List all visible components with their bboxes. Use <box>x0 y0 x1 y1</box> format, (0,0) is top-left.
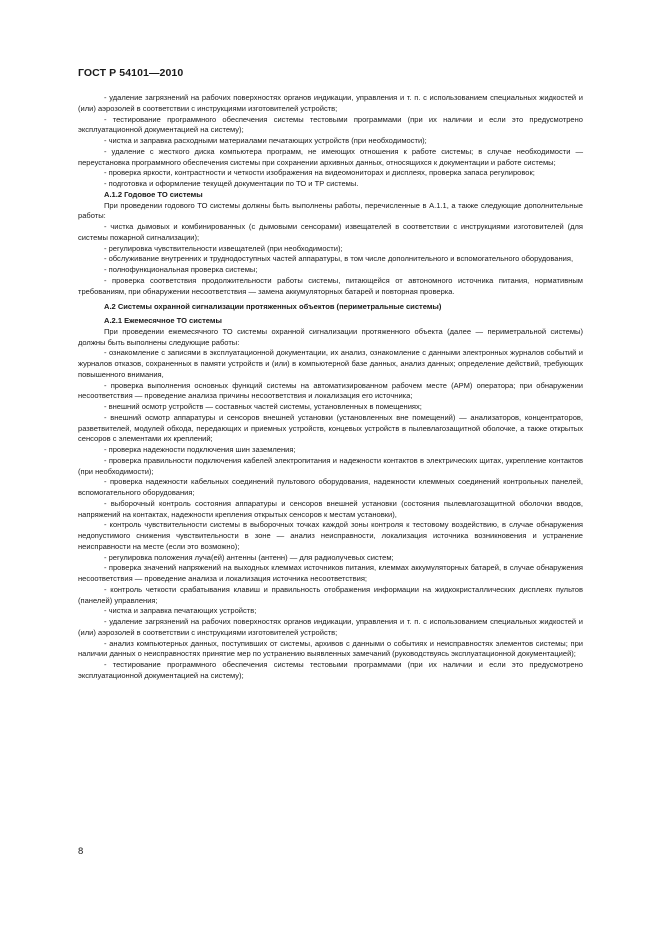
paragraph: - полнофункциональная проверка системы; <box>104 265 258 274</box>
paragraph: - тестирование программного обеспечения системы тестовыми программами (при их наличии и если это предусмотрено эксплуатационной документацией на систему); <box>78 114 583 135</box>
paragraph: - проверка надежности кабельных соединений пультового оборудования, надежности клеммных соединений контрольных панелей, вспомогательного оборудования; <box>78 477 583 497</box>
paragraph: - анализ компьютерных данных, поступивших от системы, архивов с данными о событиях и неисправностях элементов системы; при наличии данных о неисправностях принятие мер по устранению выявленных замечаний (руководствуясь эксплуатационной документацией); <box>78 638 583 659</box>
section-heading: А.2 Системы охранной сигнализации протяженных объектов (периметральные системы) <box>104 302 442 312</box>
paragraph: - ознакомление с записями в эксплуатационной документации, их анализ, ознакомление с данными электронных журналов событий и журналов отказов, сохраненных в памяти устройств и (или) в компьютерной базе данных, анализ данных; определение действий, требующих повышенного внимания, <box>78 348 583 379</box>
paragraph: - проверка значений напряжений на выходных клеммах источников питания, клеммах аккумуляторных батарей, в случае обнаружения несоответствия — проведение анализа и локализация источника несоответствия; <box>78 563 583 583</box>
paragraph: - проверка соответствия продолжительности работы системы, питающейся от автономного источника питания, нормативным требованиям, при обнаружении несоответствия — замена аккумуляторных батарей и повторная проверка. <box>78 275 583 296</box>
paragraph: - внешний осмотр устройств — составных частей системы, установленных в помещениях; <box>104 402 422 411</box>
paragraph: - обслуживание внутренних и труднодоступных частей аппаратуры, в том числе дополнительного и вспомогательного оборудования, <box>104 254 574 264</box>
paragraph: - тестирование программного обеспечения системы тестовыми программами (при их наличии и если это предусмотрено эксплуатационной документацией на систему); <box>78 660 583 680</box>
paragraph: При проведении годового ТО системы должны быть выполнены работы, перечисленные в А.1.1, а также следующие дополнительные работы: <box>78 200 583 221</box>
document-header: ГОСТ Р 54101—2010 <box>78 67 184 79</box>
section-heading: А.1.2 Годовое ТО системы <box>104 189 203 199</box>
paragraph: - чистка дымовых и комбинированных (с дымовыми сенсорами) извещателей в соответствии с инструкциями изготовителей (для системы пожарной сигнализации); <box>78 222 583 242</box>
paragraph: При проведении ежемесячного ТО системы охранной сигнализации протяженного объекта (далее — периметральной системы) должны быть выполнены следующие работы: <box>78 326 583 347</box>
paragraph: - регулировка положения луча(ей) антенны (антенн) — для радиолучевых систем; <box>104 552 394 562</box>
paragraph: - проверка выполнения основных функций системы на автоматизированном рабочем месте (АРМ) оператора; при обнаружении несоответствия — проведение анализа причины несоответствия и локализация его источника; <box>78 380 583 401</box>
paragraph: - удаление загрязнений на рабочих поверхностях органов индикации, управления и т. п. с использованием специальных жидкостей и (или) аэрозолей в соответствии с инструкциями изготовителей устройств; <box>78 617 583 637</box>
paragraph: - чистка и заправка расходными материалами печатающих устройств (при необходимости); <box>104 136 427 145</box>
paragraph: - чистка и заправка печатающих устройств; <box>104 606 257 616</box>
paragraph: - регулировка чувствительности извещателей (при необходимости); <box>104 243 343 253</box>
section-heading: А.2.1 Ежемесячное ТО системы <box>104 316 222 325</box>
document-body <box>78 93 583 682</box>
paragraph: - проверка яркости, контрастности и четкости изображения на видеомониторах и дисплеях, проверка запаса регулировок; <box>104 168 535 178</box>
paragraph: - внешний осмотр аппаратуры и сенсоров внешней установки (установленных вне помещений) — анализаторов, концентраторов, разветвителей, модулей обхода, передающих и приемных устройств, концевых устройств в пылевлагозащитной оболочке, а также открытых сенсоров с элементами их креплений; <box>78 412 583 444</box>
paragraph: - подготовка и оформление текущей документации по ТО и ТР системы. <box>104 179 359 188</box>
paragraph: - контроль четкости срабатывания клавиш и правильность отображения информации на жидкокристаллических дисплеях пультов (панелей) управления; <box>78 584 583 605</box>
paragraph: - проверка надежности подключения шин заземления; <box>104 445 296 454</box>
paragraph: - контроль чувствительности системы в выборочных точках каждой зоны контроля к тестовому воздействию, в случае обнаружения недопустимого снижения чувствительности в зоне — анализ неисправности, локализация источника возникновения и устранение неисправности на месте (если это возможно); <box>78 520 583 551</box>
paragraph: - удаление с жесткого диска компьютера программ, не имеющих отношения к работе системы; в случае необходимости — переустановка программного обеспечения системы при сохранении архивных данных, относящихся к документации и работе системы; <box>78 146 583 167</box>
paragraph: - удаление загрязнений на рабочих поверхностях органов индикации, управления и т. п. с использованием специальных жидкостей и (или) аэрозолей в соответствии с инструкциями изготовителей устройств; <box>78 93 583 113</box>
paragraph: - проверка правильности подключения кабелей электропитания и надежности контактов в электрических щитах, укрепление контактов (при необходимости); <box>78 455 583 476</box>
page-number: 8 <box>78 846 84 857</box>
paragraph: - выборочный контроль состояния аппаратуры и сенсоров внешней установки (состояния пылевлагозащитной оболочки вводов, напряжений на контактах, надежности крепления открытых сенсоров к местам установки), <box>78 498 583 519</box>
